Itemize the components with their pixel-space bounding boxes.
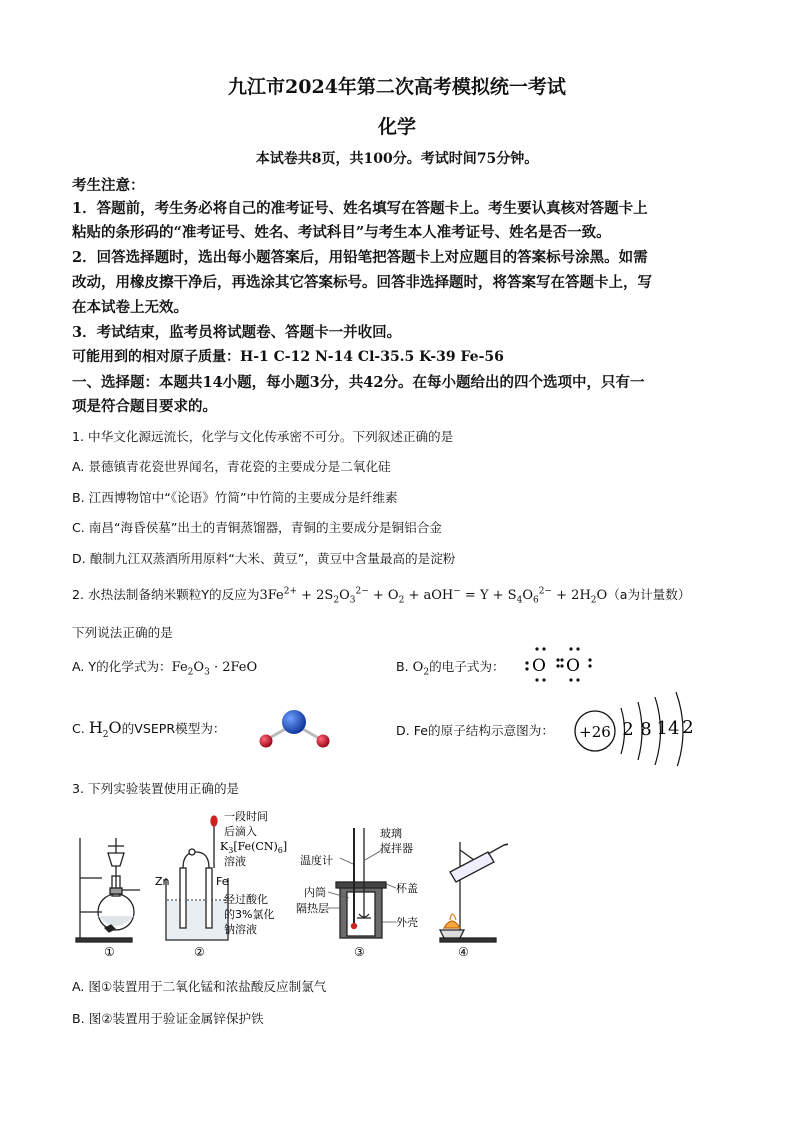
fe-atomic-structure-diagram xyxy=(566,686,706,766)
apparatus-3-calorimeter xyxy=(336,828,386,938)
note-solution: 溶液 xyxy=(224,855,246,868)
notice-item-2-line-2: 改动，用橡皮擦干净后，再选涂其它答案标号。回答非选择题时，将答案写在答题卡上，写 xyxy=(72,274,652,291)
apparatus-3-label: ③ xyxy=(354,945,365,959)
subject-title: 化学 xyxy=(377,116,416,138)
section-1-line-2: 项是符合题目要求的。 xyxy=(72,398,217,415)
q1-option-b: B. 江西博物馆中“《论语》竹简”中竹简的主要成分是纤维素 xyxy=(72,490,398,505)
q2-stem-prefix: 2. 水热法制备纳米颗粒Y的反应为 xyxy=(72,587,260,602)
apparatus-4-label: ④ xyxy=(458,945,469,959)
q2-formula-o2: $O_2$ xyxy=(412,660,430,678)
thermometer-label: 温度计 xyxy=(300,854,333,867)
notice-item-2-line-1: 2．回答选择题时，选出每小题答案后，用铅笔把答题卡上对应题目的答案标号涂黑。如需 xyxy=(72,249,648,266)
nucleus-charge: +26 xyxy=(579,723,611,741)
iron-electrode-label: Fe xyxy=(216,875,229,888)
inner-cylinder-label: 内筒 xyxy=(304,886,326,899)
svg-text:O: O xyxy=(566,656,580,676)
notice-item-1-line-2: 粘贴的条形码的“准考证号、姓名、考试科目”与考生本人准考证号、姓名是否一致。 xyxy=(72,224,611,241)
q2-option-b-text: 的电子式为： xyxy=(429,659,505,674)
q1-stem: 1. 中华文化源远流长，化学与文化传承密不可分。下列叙述正确的是 xyxy=(72,429,454,444)
q2-formula-h2o: $H_2O$ xyxy=(88,718,122,741)
q3-stem: 3. 下列实验装置使用正确的是 xyxy=(72,781,240,796)
shell-label: 外壳 xyxy=(396,916,418,929)
q1-option-c: C. 南昌“海昏侯墓”出土的青铜蒸馏器，青铜的主要成分是铜铝合金 xyxy=(72,520,442,535)
zinc-electrode-label: Zn xyxy=(155,875,170,888)
q2-formula-a: $Fe_2O_3 \cdot 2FeO$ xyxy=(171,660,258,678)
nacl-label-line-1: 经过酸化 xyxy=(224,893,268,906)
notice-item-1-line-1: 1．答题前，考生务必将自己的准考证号、姓名填写在答题卡上。考生要认真核对答题卡上 xyxy=(72,200,648,217)
exam-title: 九江市2024年第二次高考模拟统一考试 xyxy=(228,76,566,98)
q2-ask: 下列说法正确的是 xyxy=(72,625,173,640)
shell-3-electrons: 14 xyxy=(656,718,680,739)
lid-label: 杯盖 xyxy=(396,882,418,895)
apparatus-1-flask xyxy=(76,838,140,942)
nacl-label-line-3: 钠溶液 xyxy=(224,923,257,936)
note-time-line-1: 一段时间 xyxy=(224,810,268,823)
insulation-label: 隔热层 xyxy=(296,902,329,915)
q2-stem xyxy=(72,584,691,606)
q2-equation: $3Fe^{2+} + 2S_2O_3^{2-} + O_2 + aOH^- = Y + S_4O_6^{2-} + 2H_2O$ xyxy=(259,586,608,606)
shell-1-electrons: 2 xyxy=(622,719,634,740)
q2-option-b-label: B. xyxy=(396,659,413,674)
experiment-apparatus-figure xyxy=(68,808,508,968)
q2-option-d: D. Fe的原子结构示意图为： xyxy=(396,723,554,738)
shell-4-electrons: 2 xyxy=(682,717,694,738)
q1-option-a: A. 景德镇青花瓷世界闻名，青花瓷的主要成分是二氧化硅 xyxy=(72,459,391,474)
q3-option-a: A. 图①装置用于二氧化锰和浓盐酸反应制氯气 xyxy=(72,979,327,994)
note-time-line-2: 后滴入 xyxy=(224,825,257,838)
apparatus-4-heating-tube xyxy=(440,842,508,942)
svg-text:O: O xyxy=(532,656,546,676)
q2-option-c xyxy=(72,718,226,741)
q2-stem-suffix: （a为计量数） xyxy=(607,587,691,602)
q2-option-c-label: C. xyxy=(72,721,89,736)
water-vsepr-model xyxy=(254,706,338,752)
apparatus-2-label: ② xyxy=(194,945,205,959)
q2-option-a-label: A. Y的化学式为： xyxy=(72,659,172,674)
atomic-mass-line: 可能用到的相对原子质量：H-1 C-12 N-14 Cl-35.5 K-39 Fe-56 xyxy=(72,349,504,365)
notice-item-3: 3．考试结束，监考员将试题卷、答题卡一并收回。 xyxy=(72,324,402,341)
nacl-label-line-2: 的3%氯化 xyxy=(224,908,275,921)
notice-heading: 考生注意： xyxy=(72,177,145,194)
stirrer-label-line-1: 玻璃 xyxy=(380,827,402,840)
o2-electron-formula xyxy=(518,642,598,686)
q1-option-d: D. 酿制九江双蒸酒所用原料“大米、黄豆”，黄豆中含量最高的是淀粉 xyxy=(72,551,456,566)
section-1-line-1: 一、选择题：本题共14小题，每小题3分，共42分。在每小题给出的四个选项中，只有一 xyxy=(72,374,645,391)
q2-option-b xyxy=(396,656,505,678)
shell-2-electrons: 8 xyxy=(640,719,652,740)
apparatus-1-label: ① xyxy=(104,945,115,959)
exam-info: 本试卷共8页，共100分。考试时间75分钟。 xyxy=(255,151,539,167)
notice-item-2-line-3: 在本试卷上无效。 xyxy=(72,299,188,316)
stirrer-label-line-2: 搅拌器 xyxy=(380,842,413,855)
q3-option-b: B. 图②装置用于验证金属锌保护铁 xyxy=(72,1011,264,1026)
q2-option-a xyxy=(72,656,258,678)
k3-ferricyanide-formula: $K_3[Fe(CN)_6]$ xyxy=(220,840,288,855)
q2-option-c-text: 的VSEPR模型为： xyxy=(121,721,226,736)
